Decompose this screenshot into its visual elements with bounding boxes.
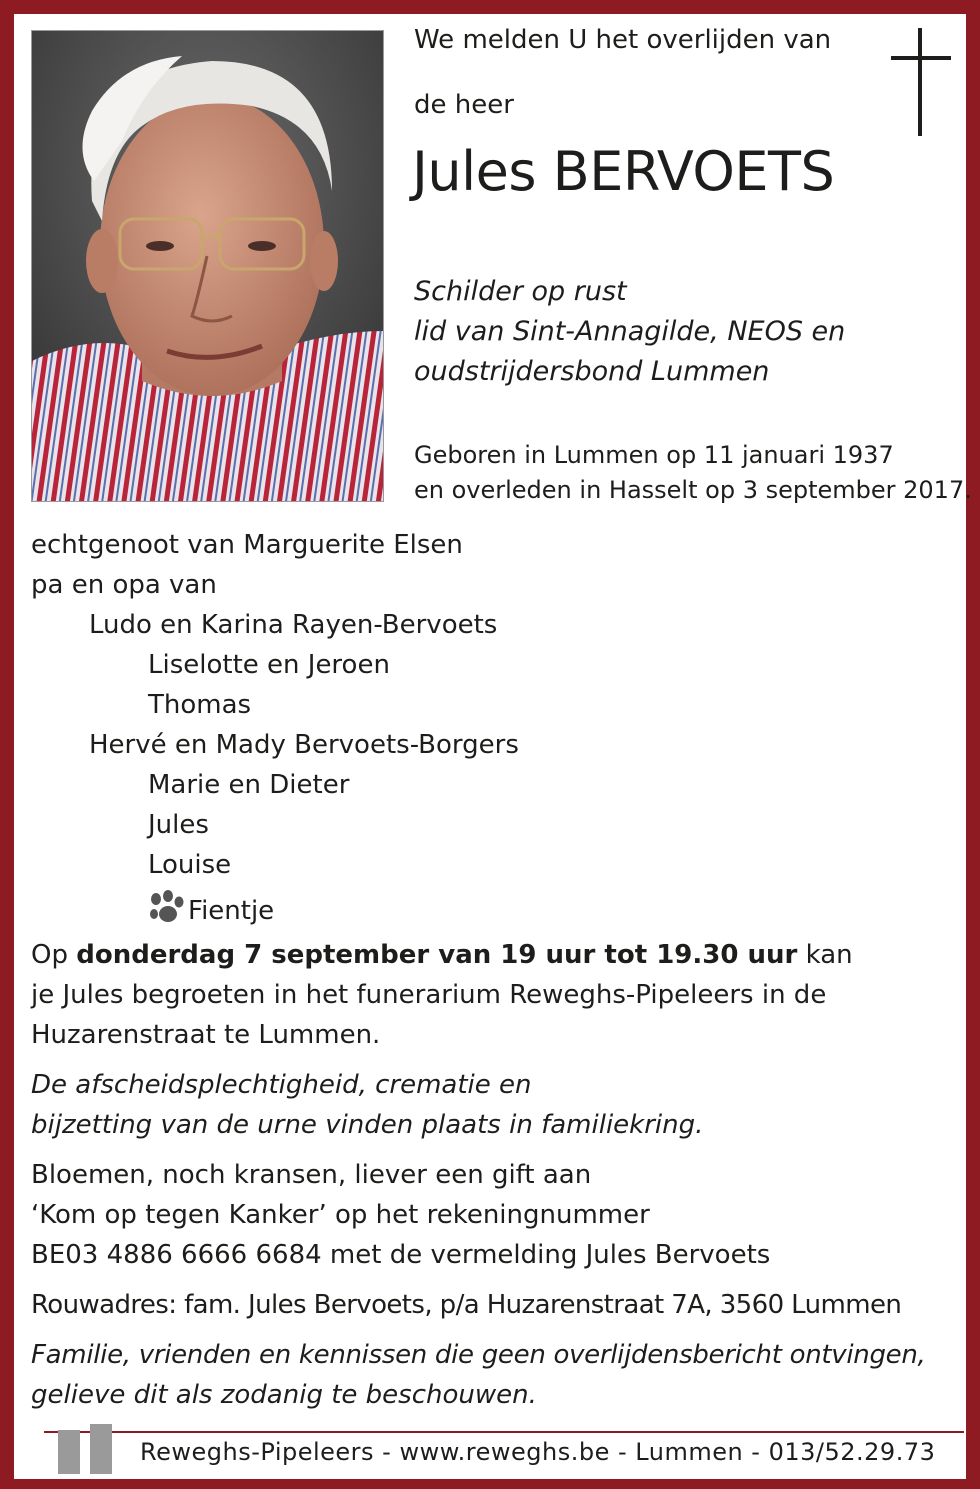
visitation-post: kan [797, 940, 853, 970]
title-line: de heer [414, 90, 514, 120]
membership-line: lid van Sint-Annagilde, NEOS en [414, 316, 846, 347]
family-member: Thomas [148, 690, 252, 720]
paw-icon [148, 890, 184, 924]
mourning-address: Rouwadres: fam. Jules Bervoets, p/a Huzarenstraat 7A, 3560 Lummen [31, 1290, 902, 1320]
visitation-pre: Op [31, 940, 77, 970]
family-member: Hervé en Mady Bervoets-Borgers [89, 730, 519, 760]
visitation-line-2: je Jules begroeten in het funerarium Reweghs-Pipeleers in de [31, 980, 827, 1010]
visitation-line-3: Huzarenstraat te Lummen. [31, 1020, 381, 1050]
family-member: Marie en Dieter [148, 770, 350, 800]
visitation-time: donderdag 7 september van 19 uur tot 19.30 uur [76, 940, 798, 970]
portrait-photo [31, 30, 384, 502]
footer-divider [44, 1431, 964, 1433]
funeral-home-contact: Reweghs-Pipeleers - www.reweghs.be - Lummen - 013/52.29.73 [140, 1438, 936, 1466]
charity-line: ‘Kom op tegen Kanker’ op het rekeningnummer [31, 1200, 650, 1230]
pet-line [148, 890, 274, 926]
ceremony-line-2: bijzetting van de urne vinden plaats in familiekring. [31, 1110, 704, 1140]
flowers-line: Bloemen, noch kransen, liever een gift aan [31, 1160, 592, 1190]
account-line: BE03 4886 6666 6684 met de vermelding Jules Bervoets [31, 1240, 771, 1270]
family-member: Jules [148, 810, 209, 840]
pet-name: Fientje [188, 896, 275, 926]
birth-line: Geboren in Lummen op 11 januari 1937 [414, 441, 894, 469]
visitation-line [31, 940, 853, 970]
notice-line-2: gelieve dit als zodanig te beschouwen. [31, 1380, 537, 1410]
family-member: Ludo en Karina Rayen-Bervoets [89, 610, 498, 640]
cross-icon [890, 28, 952, 138]
spouse-line: echtgenoot van Marguerite Elsen [31, 530, 463, 560]
occupation-line: Schilder op rust [414, 276, 627, 307]
membership-line-2: oudstrijdersbond Lummen [414, 356, 770, 387]
announcement-line: We melden U het overlijden van [414, 25, 832, 55]
family-member: Liselotte en Jeroen [148, 650, 390, 680]
children-intro: pa en opa van [31, 570, 217, 600]
deceased-name: Jules BERVOETS [412, 140, 835, 203]
death-line: en overleden in Hasselt op 3 september 2017. [414, 476, 972, 504]
ceremony-line: De afscheidsplechtigheid, crematie en [31, 1070, 532, 1100]
funeral-home-logo [58, 1424, 114, 1474]
family-member: Louise [148, 850, 232, 880]
notice-line: Familie, vrienden en kennissen die geen overlijdensbericht ontvingen, [31, 1340, 926, 1370]
